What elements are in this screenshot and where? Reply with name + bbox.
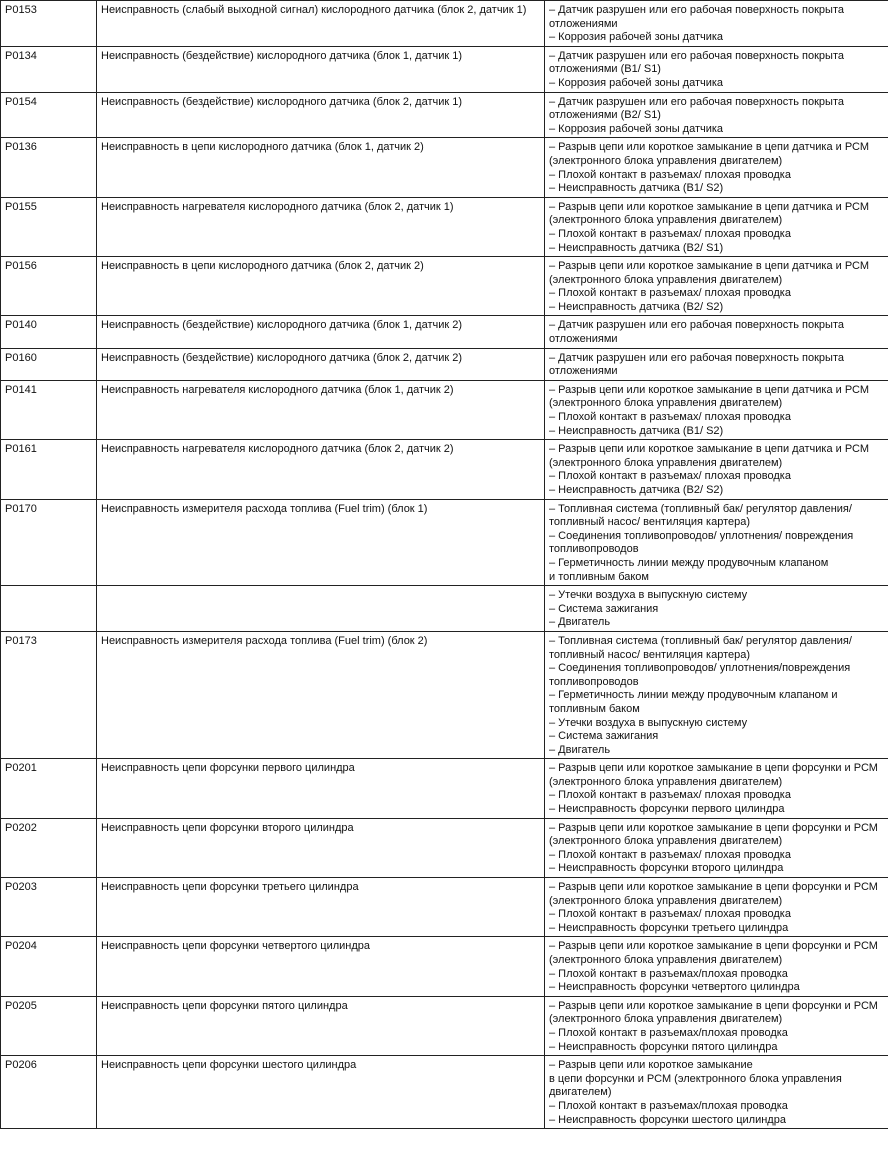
fault-description: Неисправность (бездействие) кислородного датчика (блок 2, датчик 2) [101, 351, 463, 364]
fault-causes-cell [545, 1056, 888, 1129]
fault-cause-line: отложениями (В1/ S1) [549, 63, 661, 76]
fault-cause-line: – Плохой контакт в разъемах/плохая проводка [549, 1026, 788, 1039]
fault-code-cell [1, 138, 97, 197]
fault-description: Неисправность цепи форсунки пятого цилиндра [101, 999, 348, 1012]
fault-cause-line: (электронного блока управления двигателем) [549, 954, 783, 966]
fault-code: P0204 [5, 940, 37, 953]
table-row [1, 499, 888, 586]
fault-cause-line: – Плохой контакт в разъемах/ плохая проводка [549, 908, 791, 921]
fault-description: Неисправность цепи форсунки шестого цилиндра [101, 1059, 357, 1072]
fault-causes-cell [545, 348, 888, 380]
fault-cause-line: – Неисправность форсунки второго цилиндра [549, 862, 784, 875]
fault-cause-line: (электронного блока управления двигателем) [549, 154, 783, 167]
fault-description: Неисправность цепи форсунки первого цилиндра [101, 762, 355, 775]
fault-cause-line: (электронного блока управления двигателем) [549, 1013, 783, 1026]
fault-cause-line: (электронного блока управления двигателем) [549, 273, 783, 286]
fault-description: Неисправность цепи форсунки четвертого цилиндра [101, 940, 371, 953]
table-row [1, 937, 888, 996]
fault-cause-line: – Неисправность датчика (В2/ S2) [549, 484, 724, 496]
fault-cause-line: – Герметичность линии между продувочным клапаном и [549, 689, 838, 702]
fault-cause-line: (электронного блока управления двигателем) [549, 456, 783, 469]
fault-description: Неисправность цепи форсунки третьего цилиндра [101, 881, 359, 894]
fault-description-cell [97, 46, 545, 92]
fault-causes-cell [545, 937, 888, 996]
fault-cause-line: (электронного блока управления двигателем) [549, 835, 783, 848]
fault-cause-line: в цепи форсунки и РСМ (электронного блока управления [549, 1072, 842, 1085]
fault-code-cell [1, 937, 97, 996]
fault-causes-cell [545, 631, 888, 758]
fault-code: P0202 [5, 821, 37, 834]
fault-cause-line: топливопроводов [549, 543, 639, 556]
fault-cause-line: – Система зажигания [549, 730, 659, 743]
fault-description-cell [97, 138, 545, 197]
fault-code-cell [1, 92, 97, 138]
fault-causes-cell [545, 197, 888, 256]
fault-code: P0205 [5, 999, 37, 1012]
fault-code-table-body [1, 1, 888, 1129]
fault-cause-line: – Разрыв цепи или короткое замыкание в цепи датчика и РСМ [549, 141, 870, 154]
fault-cause-line: – Разрыв цепи или короткое замыкание в цепи форсунки и РСМ [549, 999, 878, 1012]
fault-cause-line: – Разрыв цепи или короткое замыкание [549, 1059, 753, 1072]
fault-cause-line: – Коррозия рабочей зоны датчика [549, 122, 724, 135]
fault-description-cell [97, 92, 545, 138]
fault-cause-line: – Неисправность датчика (В1/ S2) [549, 182, 724, 195]
fault-description: Неисправность (бездействие) кислородного датчика (блок 2, датчик 1) [101, 95, 463, 108]
fault-description-cell [97, 380, 545, 439]
fault-cause-line: – Датчик разрушен или его рабочая поверхность покрыта [549, 319, 844, 332]
fault-cause-line: – Разрыв цепи или короткое замыкание в цепи датчика и РСМ [549, 383, 870, 396]
fault-code-cell [1, 586, 97, 632]
table-row [1, 1056, 888, 1129]
fault-description-cell [97, 759, 545, 818]
fault-cause-line: – Плохой контакт в разъемах/ плохая проводка [549, 789, 791, 802]
fault-cause-line: – Неисправность форсунки четвертого цилиндра [549, 981, 800, 994]
fault-cause-line: – Разрыв цепи или короткое замыкание в цепи форсунки и РСМ [549, 881, 878, 894]
fault-description-cell [97, 1056, 545, 1129]
fault-cause-line: отложениями [549, 333, 618, 346]
fault-description: Неисправность измерителя расхода топлива (Fuel trim) (блок 1) [101, 502, 428, 515]
fault-cause-line: – Разрыв цепи или короткое замыкание в цепи форсунки и РСМ [549, 940, 878, 953]
fault-causes-cell [545, 818, 888, 877]
fault-description-cell [97, 996, 545, 1055]
fault-code-cell [1, 46, 97, 92]
fault-description: Неисправность (бездействие) кислородного датчика (блок 1, датчик 2) [101, 319, 463, 332]
fault-cause-line: – Неисправность форсунки шестого цилиндра [549, 1113, 786, 1126]
table-row [1, 759, 888, 818]
fault-cause-line: – Топливная система (топливный бак/ регулятор давления/ [549, 634, 852, 647]
fault-cause-line: – Утечки воздуха в выпускную систему [549, 716, 748, 729]
fault-cause-line: – Разрыв цепи или короткое замыкание в цепи форсунки и РСМ [549, 821, 878, 834]
fault-code: P0201 [5, 762, 37, 775]
table-row [1, 631, 888, 758]
fault-cause-line: отложениями (В2/ S1) [549, 109, 661, 122]
fault-code-cell [1, 878, 97, 937]
fault-cause-line: – Разрыв цепи или короткое замыкание в цепи датчика и РСМ [549, 260, 870, 273]
fault-causes-cell [545, 92, 888, 138]
fault-code-cell [1, 1, 97, 47]
fault-code-cell [1, 759, 97, 818]
table-row [1, 316, 888, 348]
table-row [1, 878, 888, 937]
fault-cause-line: – Разрыв цепи или короткое замыкание в цепи форсунки и РСМ [549, 762, 878, 775]
fault-cause-line: топливопроводов [549, 675, 639, 688]
fault-code: P0155 [5, 200, 37, 213]
fault-code: P0206 [5, 1059, 37, 1072]
fault-cause-line: – Соединения топливопроводов/ уплотнения/ повреждения [549, 529, 854, 542]
fault-code-cell [1, 1056, 97, 1129]
fault-cause-line: – Двигатель [549, 616, 611, 629]
fault-description: Неисправность нагревателя кислородного датчика (блок 2, датчик 2) [101, 443, 454, 456]
fault-code: P0136 [5, 141, 37, 154]
fault-cause-line: (электронного блока управления двигателем) [549, 775, 783, 788]
fault-code-cell [1, 996, 97, 1055]
fault-description: Неисправность (бездействие) кислородного датчика (блок 1, датчик 1) [101, 49, 463, 62]
fault-description-cell [97, 878, 545, 937]
fault-cause-line: – Коррозия рабочей зоны датчика [549, 76, 724, 89]
fault-code: P0140 [5, 319, 37, 332]
fault-description: Неисправность нагревателя кислородного датчика (блок 1, датчик 2) [101, 383, 454, 396]
fault-cause-line: – Система зажигания [549, 602, 659, 615]
table-row [1, 1, 888, 47]
fault-code-cell [1, 316, 97, 348]
table-row [1, 380, 888, 439]
fault-cause-line: – Разрыв цепи или короткое замыкание в цепи датчика и РСМ [549, 200, 870, 213]
table-row [1, 440, 888, 499]
fault-causes-cell [545, 440, 888, 499]
fault-cause-line: – Плохой контакт в разъемах/плохая проводка [549, 967, 788, 980]
fault-causes-cell [545, 257, 888, 316]
fault-causes-cell [545, 499, 888, 586]
fault-cause-line: и топливным баком [549, 570, 649, 583]
fault-cause-line: двигателем) [549, 1086, 612, 1099]
fault-code-cell [1, 257, 97, 316]
fault-cause-line: – Неисправность форсунки пятого цилиндра [549, 1040, 778, 1053]
fault-cause-line: (электронного блока управления двигателем) [549, 894, 783, 907]
fault-code: P0170 [5, 502, 37, 515]
fault-code: P0173 [5, 634, 37, 647]
fault-causes-cell [545, 46, 888, 92]
fault-cause-line: топливный насос/ вентиляция картера) [549, 648, 751, 661]
fault-cause-line: – Топливная система (топливный бак/ регулятор давления/ [549, 502, 852, 515]
fault-description: Неисправность в цепи кислородного датчика (блок 1, датчик 2) [101, 141, 424, 154]
fault-causes-cell [545, 1, 888, 47]
fault-cause-line: – Плохой контакт в разъемах/ плохая проводка [549, 848, 791, 861]
fault-description-cell [97, 257, 545, 316]
fault-cause-line: – Датчик разрушен или его рабочая поверхность покрыта [549, 4, 844, 16]
fault-cause-line: – Двигатель [549, 743, 611, 756]
fault-cause-line: отложениями [549, 365, 618, 378]
fault-code: P0161 [5, 443, 37, 456]
fault-code-cell [1, 348, 97, 380]
fault-description-cell [97, 818, 545, 877]
fault-description-cell [97, 1, 545, 47]
fault-description: Неисправность цепи форсунки второго цилиндра [101, 821, 354, 834]
fault-description-cell [97, 440, 545, 499]
fault-cause-line: – Плохой контакт в разъемах/плохая проводка [549, 1099, 788, 1112]
table-row [1, 586, 888, 632]
fault-cause-line: – Плохой контакт в разъемах/ плохая проводка [549, 470, 791, 483]
fault-causes-cell [545, 996, 888, 1055]
fault-causes-cell [545, 586, 888, 632]
table-row [1, 46, 888, 92]
fault-code: P0203 [5, 881, 37, 894]
fault-code-cell [1, 499, 97, 586]
fault-code-cell [1, 818, 97, 877]
fault-cause-line: топливным баком [549, 702, 640, 715]
fault-causes-cell [545, 138, 888, 197]
fault-cause-line: топливный насос/ вентиляция картера) [549, 516, 751, 529]
fault-cause-line: – Разрыв цепи или короткое замыкание в цепи датчика и РСМ [549, 443, 870, 456]
fault-causes-cell [545, 316, 888, 348]
fault-cause-line: – Плохой контакт в разъемах/ плохая проводка [549, 287, 791, 300]
fault-code-cell [1, 197, 97, 256]
fault-description: Неисправность в цепи кислородного датчика (блок 2, датчик 2) [101, 260, 424, 273]
table-row [1, 257, 888, 316]
fault-cause-line: – Датчик разрушен или его рабочая поверхность покрыта [549, 49, 844, 62]
table-row [1, 92, 888, 138]
fault-cause-line: – Герметичность линии между продувочным клапаном [549, 556, 829, 569]
fault-code-cell [1, 440, 97, 499]
fault-description-cell [97, 586, 545, 632]
fault-cause-line: – Коррозия рабочей зоны датчика [549, 31, 724, 44]
fault-code: P0141 [5, 383, 37, 396]
table-row [1, 348, 888, 380]
fault-code-cell [1, 631, 97, 758]
fault-code: P0153 [5, 4, 37, 16]
fault-cause-line: – Плохой контакт в разъемах/ плохая проводка [549, 168, 791, 181]
fault-cause-line: – Соединения топливопроводов/ уплотнения/повреждения [549, 662, 851, 675]
fault-cause-line: (электронного блока управления двигателем) [549, 397, 783, 410]
fault-causes-cell [545, 878, 888, 937]
fault-cause-line: – Плохой контакт в разъемах/ плохая проводка [549, 227, 791, 240]
fault-cause-line: – Неисправность датчика (В2/ S2) [549, 300, 724, 313]
table-row [1, 197, 888, 256]
fault-cause-line: – Неисправность форсунки третьего цилиндра [549, 921, 789, 934]
fault-cause-line: – Плохой контакт в разъемах/ плохая проводка [549, 411, 791, 424]
fault-causes-cell [545, 380, 888, 439]
fault-code: P0156 [5, 260, 37, 273]
table-row [1, 996, 888, 1055]
fault-description: Неисправность нагревателя кислородного датчика (блок 2, датчик 1) [101, 200, 454, 213]
fault-description-cell [97, 316, 545, 348]
fault-cause-line: – Неисправность датчика (В1/ S2) [549, 424, 724, 437]
table-row [1, 138, 888, 197]
fault-description-cell [97, 348, 545, 380]
fault-description-cell [97, 197, 545, 256]
fault-cause-line: (электронного блока управления двигателем) [549, 214, 783, 227]
fault-description: Неисправность (слабый выходной сигнал) кислородного датчика (блок 2, датчик 1) [101, 4, 527, 16]
table-row [1, 818, 888, 877]
fault-description: Неисправность измерителя расхода топлива (Fuel trim) (блок 2) [101, 634, 428, 647]
fault-cause-line: – Датчик разрушен или его рабочая поверхность покрыта [549, 351, 844, 364]
fault-cause-line: – Датчик разрушен или его рабочая поверхность покрыта [549, 95, 844, 108]
fault-code-cell [1, 380, 97, 439]
fault-cause-line: – Неисправность форсунки первого цилиндра [549, 803, 785, 816]
fault-code: P0160 [5, 351, 37, 364]
fault-description-cell [97, 937, 545, 996]
fault-cause-line: отложениями [549, 17, 618, 30]
fault-description-cell [97, 631, 545, 758]
fault-cause-line: – Утечки воздуха в выпускную систему [549, 589, 748, 602]
fault-code: P0154 [5, 95, 37, 108]
fault-description-cell [97, 499, 545, 586]
fault-cause-line: – Неисправность датчика (В2/ S1) [549, 241, 724, 254]
fault-code: P0134 [5, 49, 37, 62]
fault-causes-cell [545, 759, 888, 818]
